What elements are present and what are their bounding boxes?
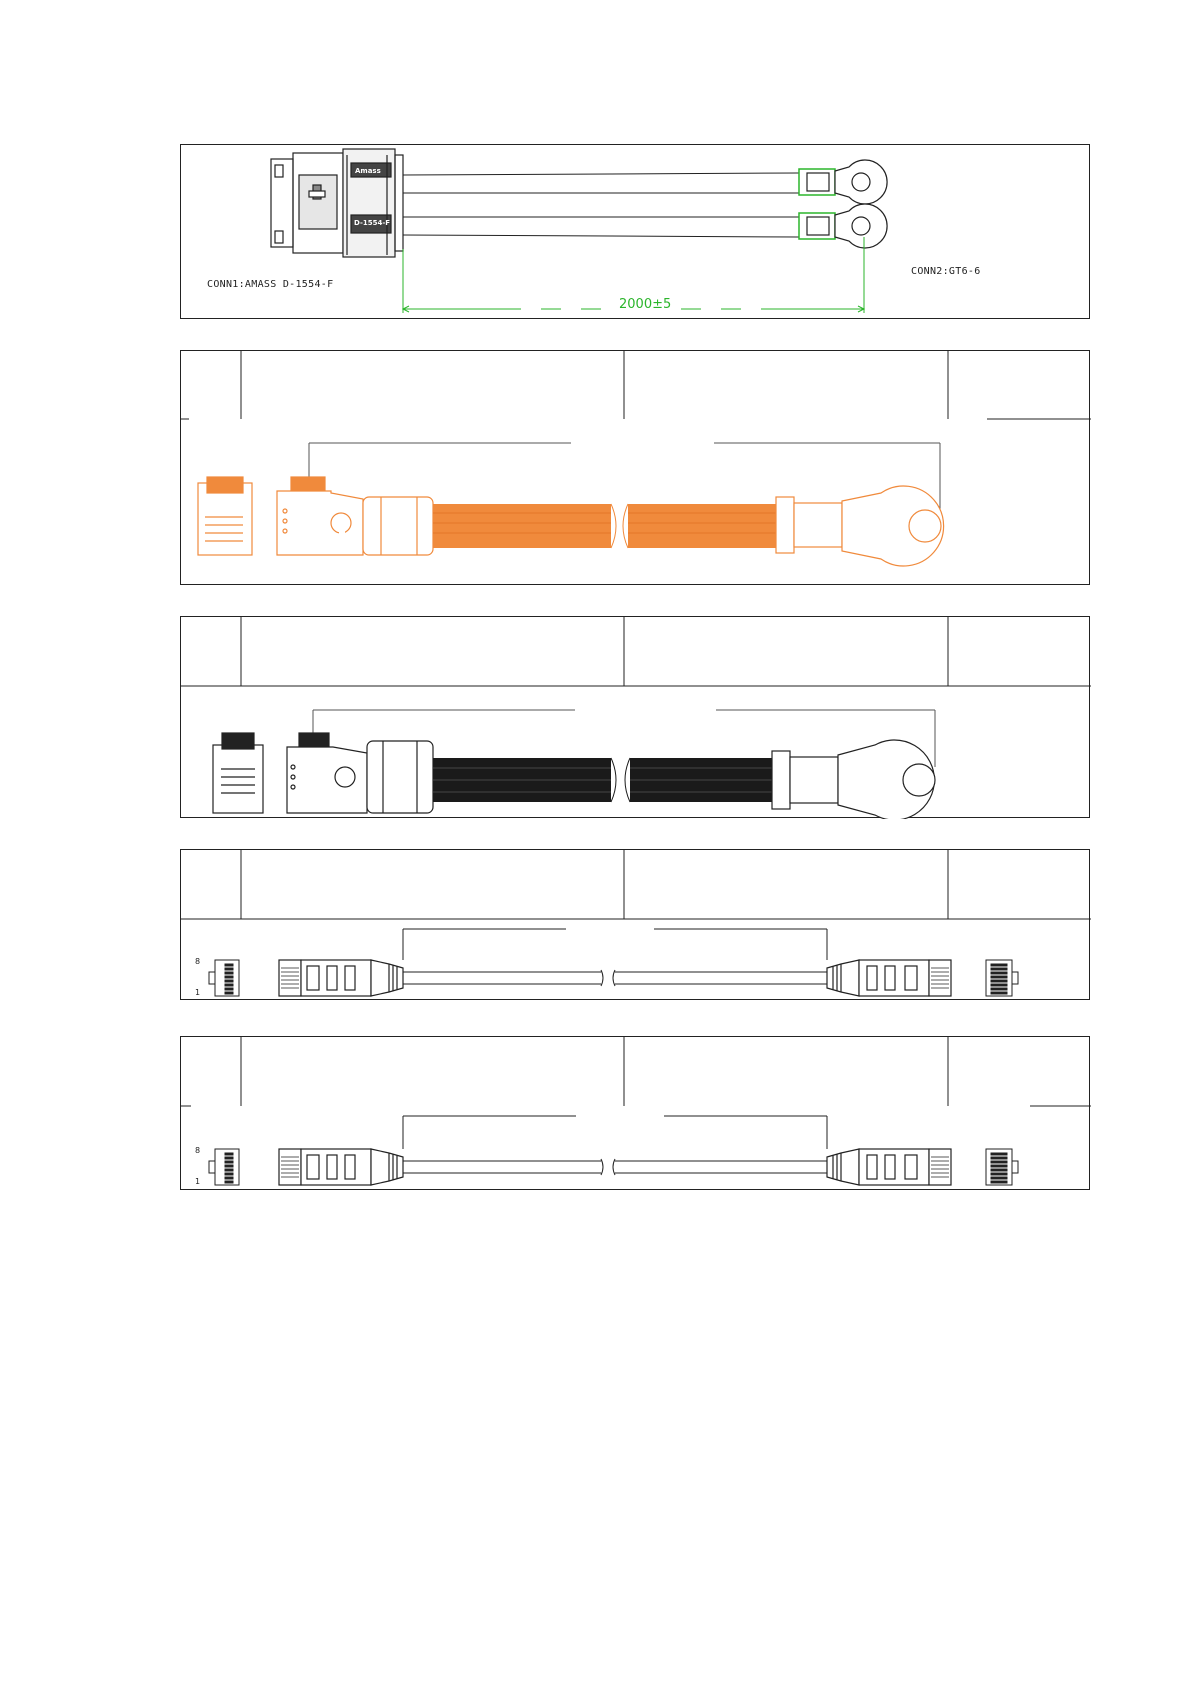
rj45-b-left-pinview [209,1149,239,1185]
cable-drawing-rj45-b [180,1036,1090,1190]
rj45-a-dimension-line [403,929,827,960]
conn2-label: CONN2:GT6-6 [911,266,981,277]
connector-model-text: D-1554-F [354,219,391,227]
rj45-a-right-plug [827,960,951,996]
rj45-b-svg [181,1037,1091,1191]
rj45-a-svg [181,850,1091,1001]
rj45-a-left-pinview [209,960,239,996]
pin-8-label: 8 [195,957,201,966]
cable-drawing-amass [180,144,1090,319]
connector-brand-text: Amass [355,167,381,175]
black-end-cap [213,733,263,813]
table-header-lines [181,351,1091,419]
rj45-b-cable [403,1159,827,1175]
ring-terminal-top [799,160,887,204]
rj45-a-cable [403,970,827,986]
rj45-a-left-plug [279,960,403,996]
black-connector [287,733,433,813]
cable-drawing-black [180,616,1090,818]
amass-cable-svg [181,145,1091,320]
cable-drawing-rj45-a [180,849,1090,1000]
rj45-b-dimension-line [403,1116,827,1149]
rj45-b-left-plug [279,1149,403,1185]
rj45-b-right-plug [827,1149,951,1185]
conn1-label: CONN1:AMASS D-1554-F [207,279,334,290]
black-cable-svg [181,617,1091,819]
black-cable-body [433,758,772,802]
table-header-lines [181,850,1091,919]
amass-connector [271,149,403,257]
rj45-a-right-pinview [986,960,1018,996]
pin-1-label: 1 [195,988,201,997]
pin-8-label: 8 [195,1146,201,1155]
orange-ring-terminal [776,486,944,566]
black-ring-terminal [772,740,935,819]
cable-drawing-orange [180,350,1090,585]
ring-terminal-bottom [799,204,887,248]
orange-cable-body [433,504,776,548]
orange-cable-svg [181,351,1091,586]
pin-1-label: 1 [195,1177,201,1186]
length-dimension-text: 2000±5 [619,297,672,312]
orange-connector [277,477,433,555]
rj45-b-right-pinview [986,1149,1018,1185]
orange-end-cap [198,477,252,555]
table-header-lines [181,617,1091,686]
amass-wires [403,173,799,237]
table-header-lines [181,1037,1091,1106]
